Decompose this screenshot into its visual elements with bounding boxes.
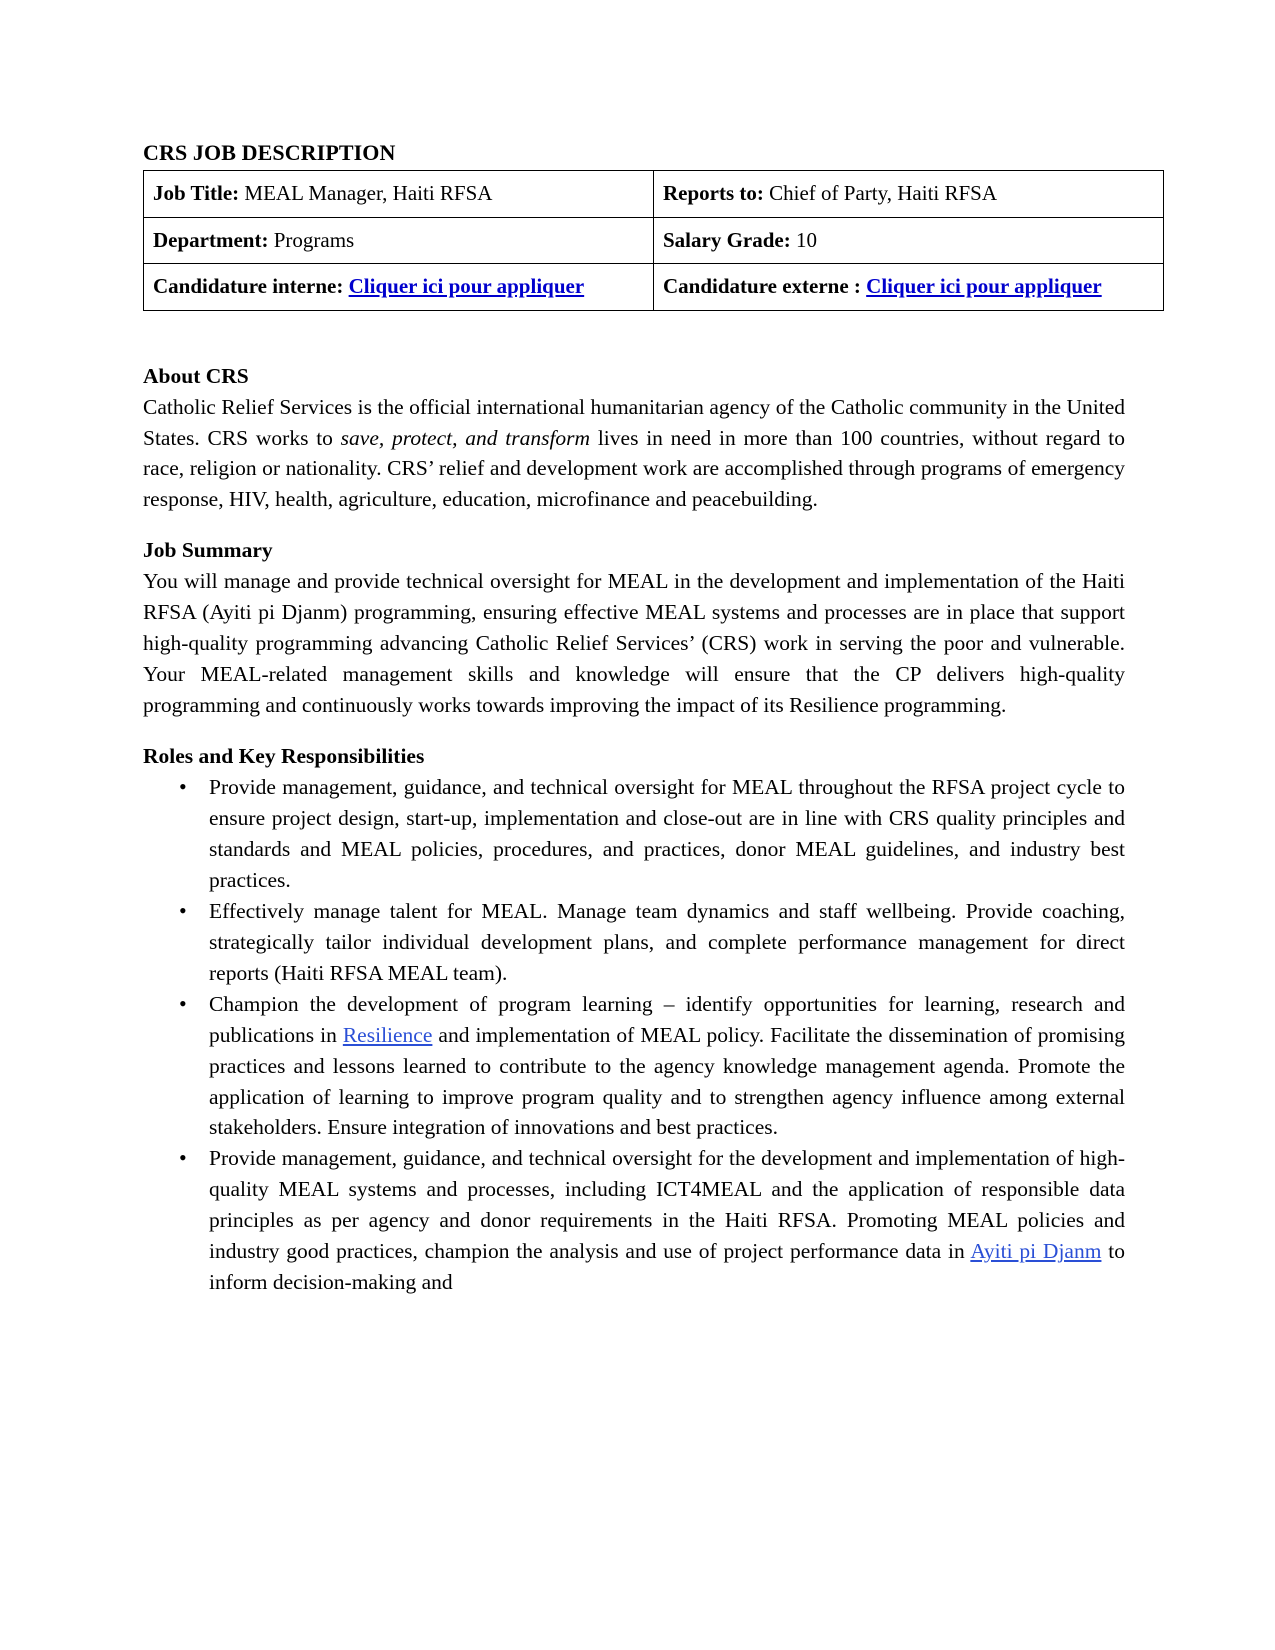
department-cell	[144, 217, 654, 263]
section-heading-about-crs: About CRS	[143, 363, 249, 388]
list-item-text: Provide management, guidance, and technical oversight for MEAL throughout the RFSA project cycle to ensure project design, start-up, implementation and close-out are in line with CRS quality principles and standards and MEAL policies, procedures, and practices, donor MEAL guidelines, and industry best practices.	[209, 775, 1125, 892]
table-row	[144, 264, 1164, 310]
spacer	[143, 721, 1125, 743]
about-crs-paragraph	[143, 392, 1125, 516]
page-title: CRS JOB DESCRIPTION	[143, 140, 396, 165]
list-item-text-part2: to inform decision-making and	[209, 1239, 1125, 1295]
salary-grade-value: 10	[790, 227, 817, 252]
job-summary-paragraph: You will manage and provide technical oversight for MEAL in the development and implementation of the Haiti RFSA (Ayiti pi Djanm) programming, ensuring effective MEAL systems and processes are in place that support high-quality programming advancing Catholic Relief Services’ (CRS) work in serving the poor and vulnerable. Your MEAL-related management skills and knowledge will ensure that the CP delivers high-quality programming and continuously works towards improving the impact of its Resilience programming.	[143, 569, 1125, 718]
about-crs-text-italic: save, protect, and transform	[340, 425, 591, 450]
internal-application-cell	[144, 264, 654, 310]
table-row	[144, 217, 1164, 263]
internal-apply-link[interactable]: Cliquer ici pour appliquer	[348, 274, 585, 299]
list-item	[143, 772, 1125, 896]
job-info-table	[143, 170, 1164, 310]
responsibilities-list	[143, 772, 1125, 1298]
job-title-label: Job Title:	[153, 181, 240, 206]
ayiti-pi-djanm-link[interactable]: Ayiti pi Djanm	[970, 1239, 1102, 1264]
internal-application-label: Candidature interne:	[153, 274, 344, 299]
job-title-cell	[144, 171, 654, 217]
list-item	[143, 1143, 1125, 1298]
external-application-label: Candidature externe :	[663, 274, 861, 299]
reports-to-label: Reports to:	[663, 181, 764, 206]
table-row	[144, 171, 1164, 217]
resilience-link[interactable]: Resilience	[342, 1022, 433, 1047]
list-item-text-part1: Champion the development of program learning – identify opportunities for learning, research and publications in	[209, 991, 1125, 1047]
document-page	[143, 140, 1125, 1298]
list-item-text: Effectively manage talent for MEAL. Manage team dynamics and staff wellbeing. Provide coaching, strategically tailor individual development plans, and complete performance management for direct reports (Haiti RFSA MEAL team).	[209, 898, 1125, 985]
about-crs-text-part2: lives in need in more than 100 countries, without regard to race, religion or nationality. CRS’ relief and development work are accomplished through programs of emergency response, HIV, health, agriculture, education, microfinance and peacebuilding.	[143, 425, 1125, 512]
external-application-cell	[654, 264, 1164, 310]
about-crs-text-part1: Catholic Relief Services is the official international humanitarian agency of the Catholic community in the United States. CRS works to	[143, 394, 1125, 450]
reports-to-cell	[654, 171, 1164, 217]
list-item	[143, 896, 1125, 989]
external-apply-link[interactable]: Cliquer ici pour appliquer	[866, 274, 1102, 299]
spacer	[143, 515, 1125, 537]
department-label: Department:	[153, 227, 269, 252]
spacer	[143, 311, 1125, 363]
salary-grade-cell	[654, 217, 1164, 263]
section-heading-job-summary: Job Summary	[143, 538, 273, 563]
list-item-text-part2: and implementation of MEAL policy. Facilitate the dissemination of promising practices and lessons learned to contribute to the agency knowledge management agenda. Promote the application of learning to improve program quality and to strengthen agency influence among external stakeholders. Ensure integration of innovations and best practices.	[209, 1022, 1125, 1140]
job-title-value: MEAL Manager, Haiti RFSA	[239, 181, 493, 206]
salary-grade-label: Salary Grade:	[663, 227, 791, 252]
reports-to-value: Chief of Party, Haiti RFSA	[763, 181, 998, 206]
list-item-text-part1: Provide management, guidance, and technical oversight for the development and implementation of high-quality MEAL systems and processes, including ICT4MEAL and the application of responsible data principles as per agency and donor requirements in the Haiti RFSA. Promoting MEAL policies and industry good practices, champion the analysis and use of project performance data in	[209, 1146, 1125, 1264]
department-value: Programs	[268, 227, 355, 252]
section-heading-roles-responsibilities: Roles and Key Responsibilities	[143, 744, 425, 769]
list-item	[143, 989, 1125, 1144]
